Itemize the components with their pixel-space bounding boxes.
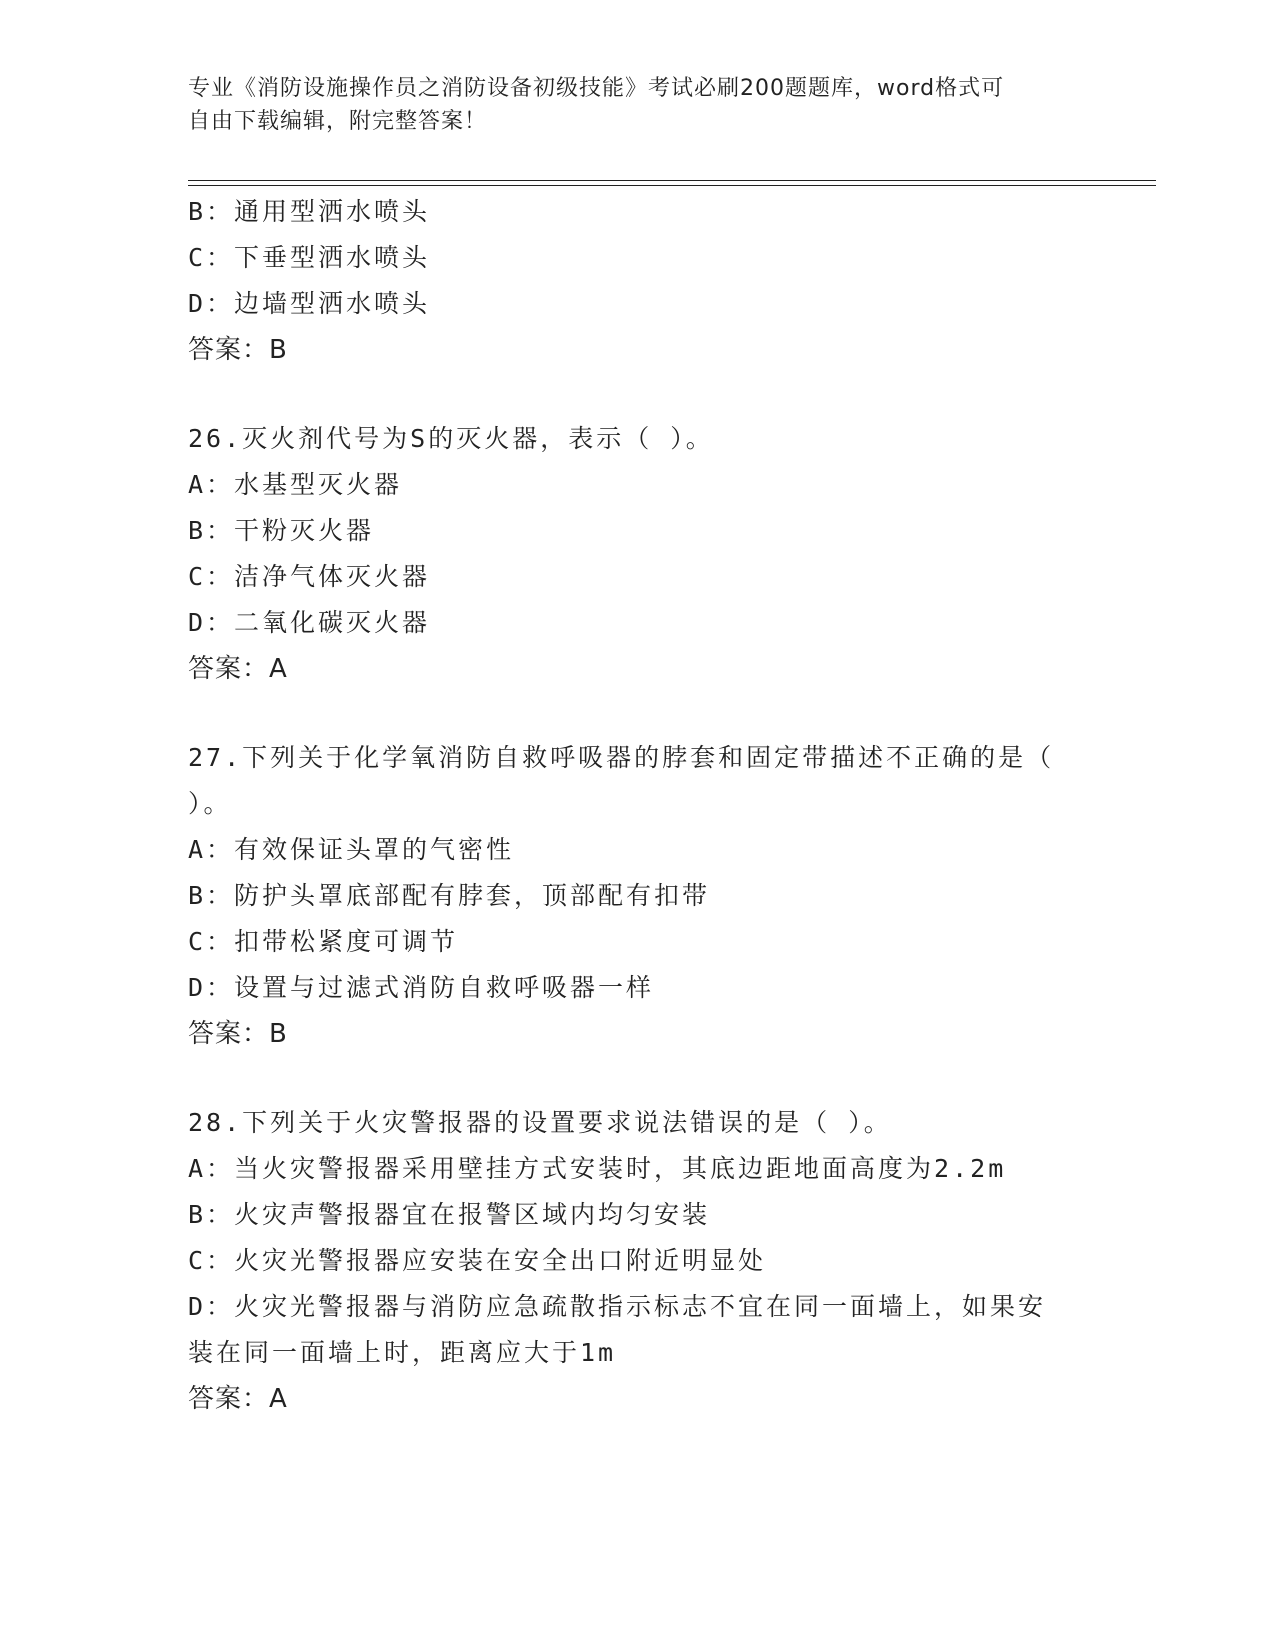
document-header bbox=[188, 72, 1078, 138]
option-c: C：扣带松紧度可调节 bbox=[188, 927, 459, 956]
question-stem: 26.灭火剂代号为S的灭火器，表示（ ）。 bbox=[188, 424, 714, 453]
header-divider-bottom bbox=[188, 185, 1156, 186]
answer-line: 答案：B bbox=[188, 335, 288, 365]
option-a: A：当火灾警报器采用壁挂方式安装时，其底边距地面高度为2.2m bbox=[188, 1154, 1007, 1183]
answer-line: 答案：A bbox=[188, 1384, 288, 1414]
option-b: B：干粉灭火器 bbox=[188, 516, 375, 545]
question-25-continued bbox=[188, 189, 1088, 373]
option-d: D：设置与过滤式消防自救呼吸器一样 bbox=[188, 973, 655, 1002]
question-27 bbox=[188, 735, 1088, 1057]
question-stem-continued: ）。 bbox=[188, 789, 232, 818]
option-b: B：通用型洒水喷头 bbox=[188, 197, 431, 226]
option-a: A：水基型灭火器 bbox=[188, 470, 403, 499]
header-line-1: 专业《消防设施操作员之消防设备初级技能》考试必刷200题题库，word格式可 bbox=[188, 76, 1005, 101]
option-d: D：边墙型洒水喷头 bbox=[188, 289, 431, 318]
header-line-2: 自由下载编辑，附完整答案！ bbox=[188, 109, 488, 134]
answer-line: 答案：A bbox=[188, 654, 288, 684]
question-content bbox=[188, 189, 1088, 1422]
answer-line: 答案：B bbox=[188, 1019, 288, 1049]
header-divider-top bbox=[188, 180, 1156, 181]
option-b: B：火灾声警报器宜在报警区域内均匀安装 bbox=[188, 1200, 711, 1229]
option-d: D：二氧化碳灭火器 bbox=[188, 608, 431, 637]
question-28 bbox=[188, 1100, 1088, 1422]
question-stem: 28.下列关于火灾警报器的设置要求说法错误的是（ ）。 bbox=[188, 1108, 892, 1137]
question-26 bbox=[188, 416, 1088, 692]
option-d-continued: 装在同一面墙上时，距离应大于1m bbox=[188, 1338, 617, 1367]
option-d: D：火灾光警报器与消防应急疏散指示标志不宜在同一面墙上，如果安 bbox=[188, 1292, 1047, 1321]
question-stem: 27.下列关于化学氧消防自救呼吸器的脖套和固定带描述不正确的是（ bbox=[188, 743, 1055, 772]
option-b: B：防护头罩底部配有脖套，顶部配有扣带 bbox=[188, 881, 711, 910]
option-c: C：洁净气体灭火器 bbox=[188, 562, 431, 591]
option-c: C：下垂型洒水喷头 bbox=[188, 243, 431, 272]
option-c: C：火灾光警报器应安装在安全出口附近明显处 bbox=[188, 1246, 767, 1275]
option-a: A：有效保证头罩的气密性 bbox=[188, 835, 515, 864]
